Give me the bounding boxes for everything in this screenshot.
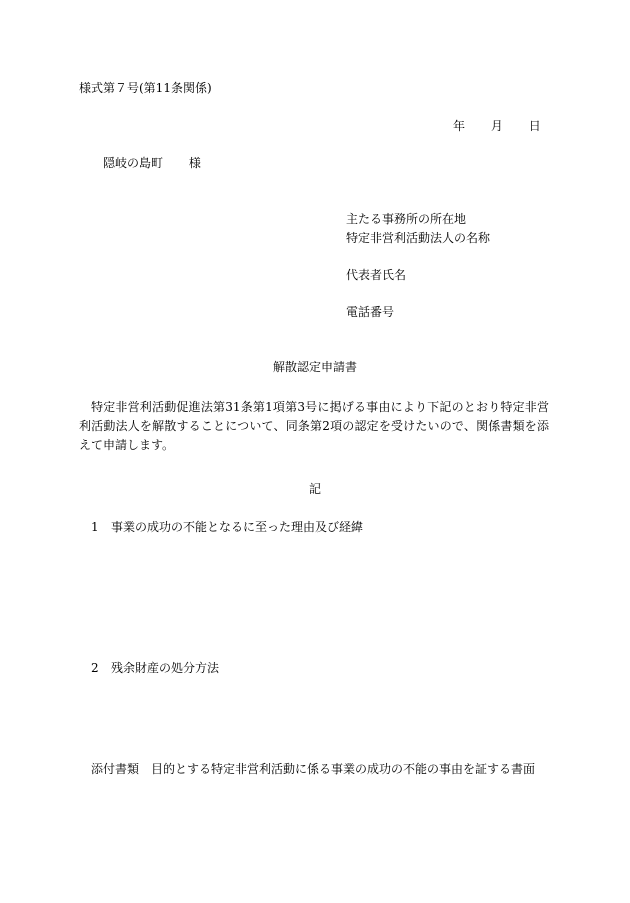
addressee-honorific: 様 [188,156,201,170]
date-year-label: 年 [453,119,466,133]
date-day-label: 日 [528,119,541,133]
attachment [91,761,535,777]
org-name-label: 特定非営利活動法人の名称 [346,231,491,245]
item-number: 2 [91,661,99,675]
addressee-name: 隠岐の島町 [103,156,164,170]
body-paragraph: 特定非営利活動促進法第31条第1項第3号に掲げる事由により下記のとおり特定非営利活動法人を解散することについて、同条第2項の認定を受けたいので、関係書類を添えて申請します。 [79,400,549,452]
date-line [453,118,541,134]
attachment-label: 添付書類 [91,762,140,776]
item-number: 1 [91,520,99,534]
phone-label: 電話番号 [346,305,395,319]
document-title: 解散認定申請書 [272,360,357,374]
item-2 [91,660,219,676]
attachment-text: 目的とする特定非営利活動に係る事業の成功の不能の事由を証する書面 [151,762,536,776]
representative-label: 代表者氏名 [346,268,407,282]
office-address-label: 主たる事務所の所在地 [346,212,467,226]
ki-heading: 記 [308,482,321,496]
item-text: 残余財産の処分方法 [111,661,220,675]
item-1 [91,519,363,535]
form-number: 様式第７号(第11条関係) [79,81,212,95]
date-month-label: 月 [490,119,503,133]
item-text: 事業の成功の不能となるに至った理由及び経緯 [111,520,364,534]
addressee [103,155,201,171]
